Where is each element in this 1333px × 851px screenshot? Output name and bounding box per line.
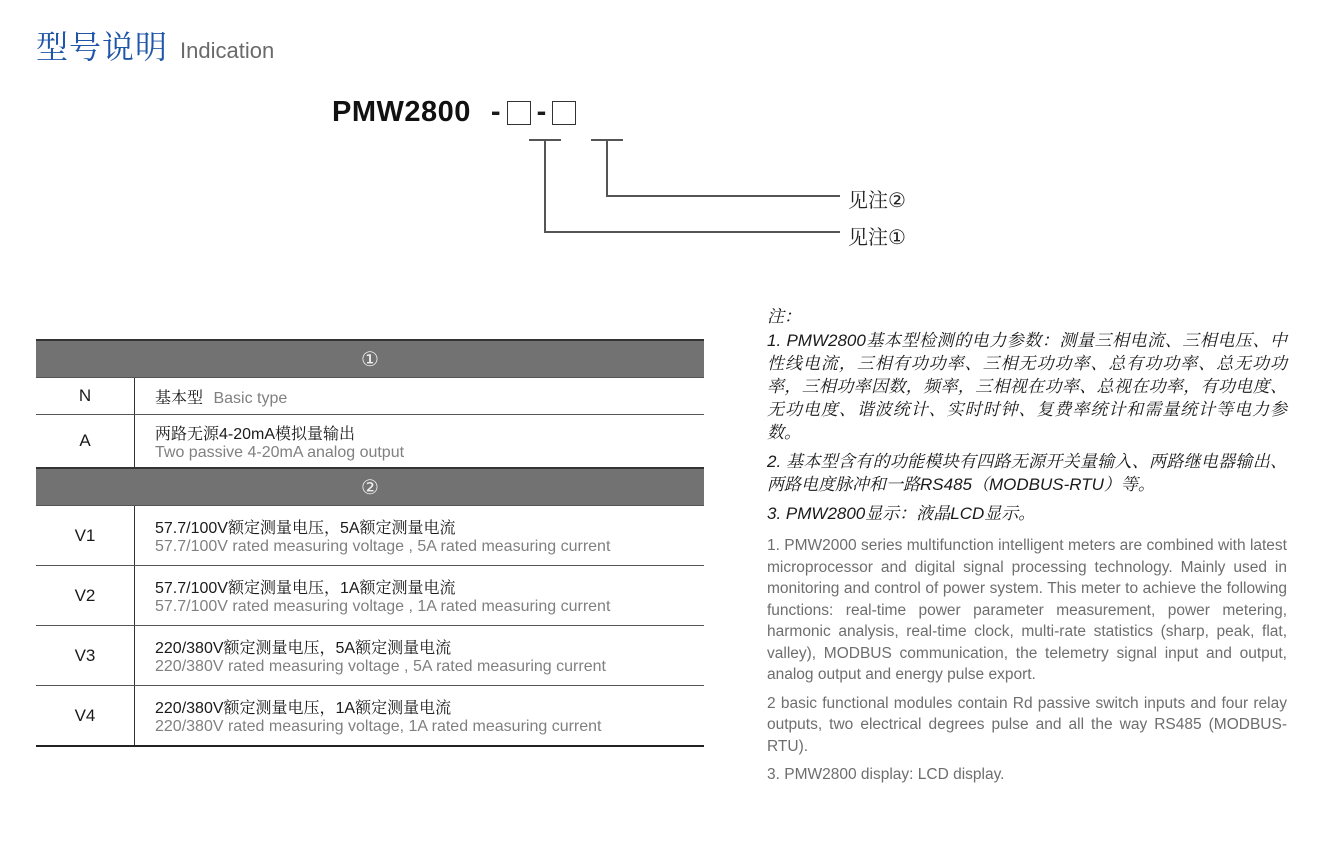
desc-cell: 57.7/100V额定测量电压，1A额定测量电流 57.7/100V rated measuring voltage , 1A rated measuring current xyxy=(135,566,705,626)
code-cell: A xyxy=(36,415,135,469)
notes-heading: 注： xyxy=(767,307,801,326)
desc-cell: 220/380V额定测量电压，5A额定测量电流 220/380V rated measuring voltage , 5A rated measuring current xyxy=(135,626,705,686)
section-label: ② xyxy=(36,468,704,506)
desc-cell: 基本型 Basic type xyxy=(135,378,705,415)
code-cell: V4 xyxy=(36,686,135,747)
model-name: PMW2800 xyxy=(332,96,471,128)
page-title xyxy=(36,22,274,68)
slot-2-box xyxy=(552,101,576,125)
section-label: ① xyxy=(36,340,704,378)
model-code-diagram xyxy=(332,96,576,129)
section-header-2 xyxy=(36,468,704,506)
slot-2-leader-h xyxy=(606,195,840,197)
code-cell: V1 xyxy=(36,506,135,566)
note-cn-1: 1. PMW2800基本型检测的电力参数：测量三相电流、三相电压、中性线电流，三相有功功率、三相无功功率、总有功功率、总无功功率，三相功率因数，频率，三相视在功率、总视在功率，有功电度、无功电度、谐波统计、实时时钟、复费率统计和需量统计等电力参数。 xyxy=(767,331,1287,442)
desc-cell: 220/380V额定测量电压，1A额定测量电流 220/380V rated measuring voltage, 1A rated measuring current xyxy=(135,686,705,747)
section-header-1 xyxy=(36,340,704,378)
note-cn-2: 2. 基本型含有的功能模块有四路无源开关量输入、两路继电器输出、两路电度脉冲和一路RS485（MODBUS-RTU）等。 xyxy=(767,452,1287,494)
separator: - xyxy=(536,96,547,128)
code-cell: V2 xyxy=(36,566,135,626)
notes-panel xyxy=(767,302,1287,793)
spec-table xyxy=(36,339,704,747)
separator: - xyxy=(490,96,501,128)
title-cn: 型号说明 xyxy=(36,29,169,65)
note-cn-3: 3. PMW2800显示：液晶LCD显示。 xyxy=(767,504,1036,523)
slot-1-box xyxy=(507,101,531,125)
table-row xyxy=(36,415,704,469)
slot-2-leader-v xyxy=(606,139,608,196)
desc-cell: 57.7/100V额定测量电压，5A额定测量电流 57.7/100V rated measuring voltage , 5A rated measuring current xyxy=(135,506,705,566)
table-row xyxy=(36,626,704,686)
slot-1-leader-v xyxy=(544,139,546,232)
code-cell: V3 xyxy=(36,626,135,686)
note-en-2: 2 basic functional modules contain Rd passive switch inputs and four relay outputs, two electrical degrees pulse and all the way RS485 (MODBUS-RTU). xyxy=(767,694,1287,755)
table-row xyxy=(36,378,704,415)
desc-cell: 两路无源4-20mA模拟量输出 Two passive 4-20mA analog output xyxy=(135,415,705,469)
note-en-1: 1. PMW2000 series multifunction intelligent meters are combined with latest microprocessor and digital signal processing technology. Mainly used in monitoring and control of power system. This meter to achieve the following functions: real-time power parameter measurement, power metering, harmonic analysis, real-time clock, multi-rate statistics (sharp, peak, flat, valley), MODBUS communication, the telemetry signal input and output, analog output and energy pulse export. xyxy=(767,537,1287,683)
callout-note-2: 见注② xyxy=(848,190,906,212)
table-row xyxy=(36,506,704,566)
code-cell: N xyxy=(36,378,135,415)
table-row xyxy=(36,566,704,626)
note-en-3: 3. PMW2800 display: LCD display. xyxy=(767,766,1005,783)
callout-note-1: 见注① xyxy=(848,227,906,249)
title-en: Indication xyxy=(180,38,275,63)
slot-1-leader-h xyxy=(544,231,840,233)
table-row xyxy=(36,686,704,747)
